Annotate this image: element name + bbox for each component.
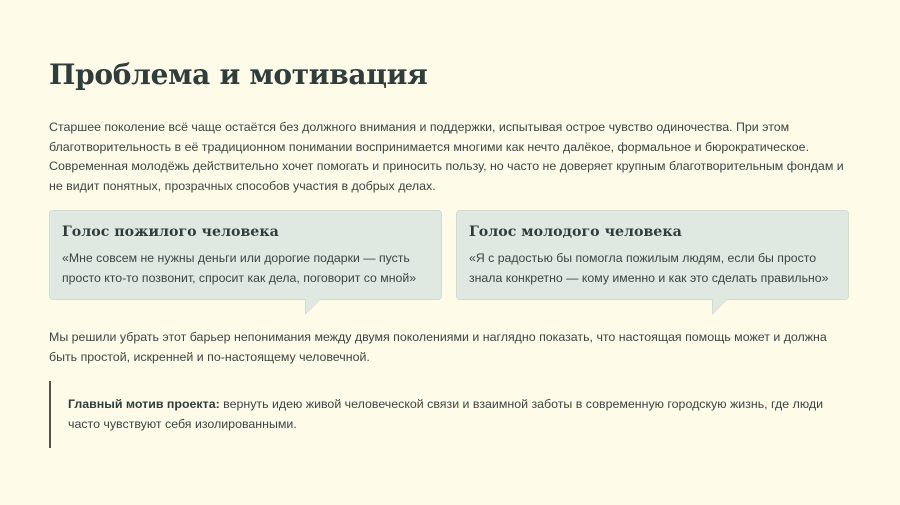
speech-tail: [712, 299, 728, 315]
main-motif-body: вернуть идею живой человеческой связи и взаимной заботы в современную городскую жизнь, где люди часто чувствуют себя изолированными.: [68, 397, 823, 431]
youth-voice-quote: «Я с радостью бы помогла пожилым людям, если бы просто знала конкретно — кому именно и как это сделать правильно»: [469, 251, 829, 285]
main-motif-label: Главный мотив проекта:: [68, 397, 220, 411]
slide: [49, 0, 851, 505]
elder-voice-quote: «Мне совсем не нужны деньги или дорогие подарки — пусть просто кто-то позвонит, спросит как дела, поговорит со мной»: [62, 251, 417, 285]
voices-cards: [49, 210, 851, 300]
elder-voice-card: [49, 210, 442, 300]
speech-tail: [305, 299, 321, 315]
youth-voice-card: [456, 210, 849, 300]
main-motif-text: [68, 395, 851, 434]
intro-paragraph: Старшее поколение всё чаще остаётся без должного внимания и поддержки, испытывая острое чувство одиночества. При этом благотворительность в её традиционном понимании воспринимается многими как нечто далёкое, формальное и бюрократическое. Современная молодёжь действительно хочет помогать и приносить пользу, но часто не доверяет крупным благотворительным фондам и не видит понятных, прозрачных способов участия в добрых делах.: [49, 120, 844, 193]
elder-voice-title: Голос пожилого человека: [62, 224, 279, 240]
page-title: Проблема и мотивация: [49, 58, 428, 91]
youth-voice-title: Голос молодого человека: [469, 224, 682, 240]
bridge-paragraph: Мы решили убрать этот барьер непонимания между двумя поколениями и наглядно показать, что настоящая помощь может и должна быть простой, искренней и по-настоящему человечной.: [49, 330, 827, 364]
main-motif-quote: [49, 381, 851, 448]
